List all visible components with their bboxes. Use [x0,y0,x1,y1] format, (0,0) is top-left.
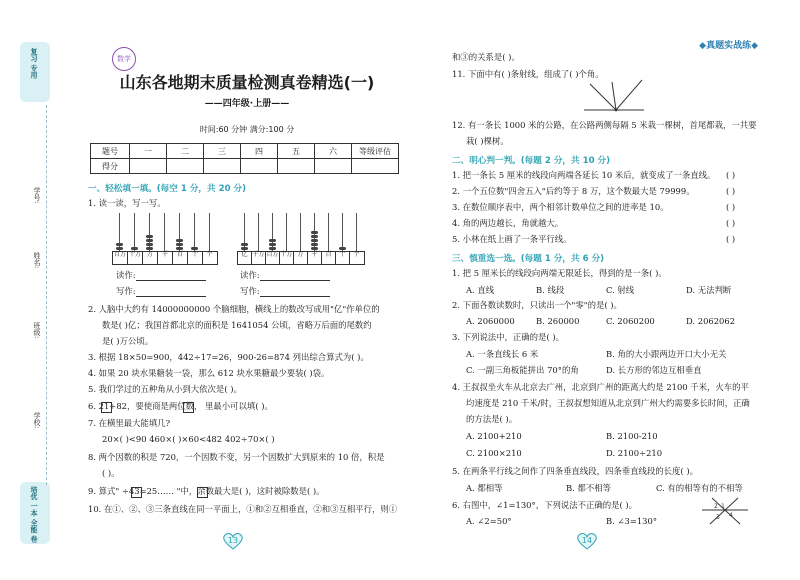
choice-question-4-line2: 均速度是 210 千米/时，王叔叔想知道从北京到广州大约需要多长时间，正确 [466,398,750,408]
question-2-line1: 2. 人脑中大约有 14000000000 个脑细胞，横线上的数改写成用"亿"作单位的 [88,304,380,314]
fill-box[interactable] [101,402,112,413]
read-label-2: 读作: [240,270,330,281]
page-subtitle: ——四年级·上册—— [204,99,290,109]
score-table-score-row [91,159,399,174]
choice-option[interactable]: C. 2060200 [606,316,655,326]
page-title: 山东各地期末质量检测真卷精选(一) [119,73,375,92]
choice-option[interactable]: B. 260000 [536,316,580,326]
side-field-school: 学校: [33,412,41,429]
table-header: 四 [241,144,278,159]
abacus-label: 个 [353,251,360,258]
binding-line [46,105,47,485]
section-2-heading: 二、明心判一判。(每题 2 分，共 10 分) [452,156,611,166]
choice-question-4-line1: 4. 王叔叔坐火车从北京去广州，北京到广州的距离大约是 2100 千米，火车的平 [452,382,749,392]
question-6: 6. 21÷82，要使商是两位数， 里最小可以填( )。 [88,401,273,411]
svg-text:3: 3 [716,514,720,521]
header-badge: ◆真题实战练◆ [699,38,758,51]
side-band-top [20,42,50,102]
abacus-1 [112,213,222,263]
score-cell[interactable] [130,159,167,174]
abacus-label: 百 [322,252,336,264]
question-5: 5. 我们学过的五种角从小到大依次是( )。 [88,384,242,394]
choice-option[interactable]: D. 2062062 [686,316,736,326]
subject-badge: 数学 [112,47,136,71]
abacus-label: 亿 [238,252,252,264]
section-1-heading: 一、轻松填一填。(每空 1 分，共 20 分) [88,184,247,194]
question-10: 10. 在①、②、③三条直线在同一平面上，①和②互相垂直，②和③互相平行，则① [88,504,398,514]
abacus-label: 千 [158,252,173,264]
side-bottom-text: 培优 一本 全能 卷 [30,486,38,543]
question-8-line2: ( )。 [102,468,120,478]
choice-option[interactable]: A. 2060000 [466,316,515,326]
question-7: 7. 在横里最大能填几? [88,418,171,428]
judge-answer-3[interactable]: ( ) [726,202,736,212]
question-4: 4. 如果 20 块水果糖装一袋，那么 612 块水果糖最少要装( )袋。 [88,368,330,378]
choice-option[interactable]: D. 长方形的邻边互相垂直 [606,365,702,375]
table-header: 六 [315,144,352,159]
choice-option[interactable]: C. 射线 [606,285,635,295]
choice-question-1: 1. 把 5 厘米长的线段向两端无限延长，得到的是一条( )。 [452,268,667,278]
page-number-left: 13 [222,532,244,550]
choice-option[interactable]: D. 无法判断 [686,285,732,295]
choice-question-5: 5. 在两条平行线之间作了四条垂直线段，四条垂直线段的长度( )。 [452,466,698,476]
angle-figure [700,496,750,526]
fill-box[interactable] [197,487,208,498]
question-2-line3: 是( )万公顷。 [102,336,154,346]
side-top-text: 复习 专用 [30,48,38,79]
abacus-label: 万 [143,252,158,264]
section-3-heading: 三、慎重选一选。(每题 1 分，共 6 分) [452,254,605,264]
judge-item-4: 4. 角的两边越长，角就越大。 [452,218,564,228]
time-info: 时间:60 分钟 满分:100 分 [199,125,295,134]
abacus-label: 百万 [113,252,128,264]
choice-option[interactable]: B. ∠3=130° [606,516,658,526]
abacus-label: 个 [206,251,213,258]
svg-text:1: 1 [721,503,725,510]
table-header: 三 [204,144,241,159]
fill-box[interactable] [183,402,194,413]
choice-option[interactable]: B. 线段 [536,285,565,295]
score-table [90,143,399,174]
svg-text:2: 2 [714,503,718,510]
page-number-right: 14 [576,532,598,550]
choice-option[interactable]: C. 有的相等有的不相等 [656,483,743,493]
question-12-line2: 栽( )棵树。 [466,136,509,146]
question-1: 1. 读一读，写一写。 [88,198,166,208]
abacus-label: 十 [336,252,350,264]
judge-answer-5[interactable]: ( ) [726,234,736,244]
judge-item-5: 5. 小林在纸上画了一条平行线。 [452,234,572,244]
fill-box[interactable] [131,487,142,498]
score-cell[interactable] [352,159,399,174]
score-cell[interactable] [241,159,278,174]
side-field-class: 班级: [33,322,41,339]
choice-option[interactable]: A. 都相等 [466,483,503,493]
choice-question-4-line3: 的方法是( )。 [466,414,518,424]
question-8-line1: 8. 两个因数的积是 720，一个因数不变，另一个因数扩大到原来的 10 倍，积是 [88,452,385,462]
question-3: 3. 根据 18×50=900，442÷17=26，900-26=874 列出综合算式为( )。 [88,352,369,362]
choice-option[interactable]: A. 2100+210 [466,431,522,441]
svg-text:4: 4 [729,512,733,519]
side-field-name: 姓名: [33,252,41,269]
answer-blank[interactable] [260,271,330,281]
table-header: 等级评估 [352,144,399,159]
choice-option[interactable]: B. 2100-210 [606,431,658,441]
choice-option[interactable]: A. 一条直线长 6 米 [466,349,539,359]
rays-figure [576,76,646,116]
score-cell[interactable] [315,159,352,174]
question-9: 9. 算式" ÷43=25…… "中，余数最大是( )，这时被除数是( )。 [88,486,325,496]
judge-item-1: 1. 把一条长 5 厘米的线段向两端各延长 10 米后，就变成了一条直线。 [452,170,716,180]
abacus-label: 万 [294,252,308,264]
table-header: 一 [130,144,167,159]
choice-option[interactable]: A. ∠2=50° [466,516,512,526]
choice-option[interactable]: D. 2100÷210 [606,448,663,458]
choice-option[interactable]: B. 都不相等 [566,483,611,493]
abacus-2 [237,213,367,263]
abacus-label: 十万 [280,252,294,264]
table-header: 二 [167,144,204,159]
side-band-bottom [20,482,50,544]
score-cell[interactable] [167,159,204,174]
abacus-label: 千万 [252,252,266,264]
abacus-label: 百万 [266,252,280,264]
abacus-label: 十万 [128,252,143,264]
choice-question-6: 6. 右图中，∠1=130°，下列说法不正确的是( )。 [452,500,638,510]
question-12-line1: 12. 有一条长 1000 米的公路，在公路两侧每隔 5 米栽一棵树，首尾都栽，一共要 [452,120,757,130]
judge-item-3: 3. 在数位顺序表中，两个相邻计数单位之间的进率是 10。 [452,202,669,212]
judge-answer-4[interactable]: ( ) [726,218,736,228]
judge-answer-2[interactable]: ( ) [726,186,736,196]
table-header: 五 [278,144,315,159]
choice-question-2: 2. 下面各数读数时，只读出一个"零"的是( )。 [452,300,622,310]
write-label-2: 写作: [240,286,330,297]
score-cell[interactable] [278,159,315,174]
choice-option[interactable]: C. 一副三角板能拼出 70°的角 [466,365,579,375]
question-7-items: 20×( )<90 460×( )×60<482 402÷70×( ) [102,434,275,444]
read-label-1: 读作: [116,270,206,281]
abacus-label: 千 [308,252,322,264]
side-field-student-id: 学号: [33,187,41,204]
answer-blank[interactable] [136,287,206,297]
question-2-line2: 数是( )亿；我国首都北京的面积是 1641054 公顷，省略万后面的尾数约 [102,320,372,330]
score-table-header-row [91,144,399,159]
write-label-1: 写作: [116,286,206,297]
choice-question-3: 3. 下列说法中，正确的是( )。 [452,332,564,342]
abacus-label: 百 [173,252,188,264]
answer-blank[interactable] [260,287,330,297]
table-row-label: 得分 [91,159,130,174]
question-10-continued: 和③的关系是( )。 [452,52,520,62]
abacus-label: 十 [188,252,203,264]
judge-answer-1[interactable]: ( ) [726,170,736,180]
answer-blank[interactable] [136,271,206,281]
judge-item-2: 2. 一个五位数"四舍五入"后约等于 8 万，这个数最大是 79999。 [452,186,695,196]
choice-option[interactable]: B. 角的大小跟两边开口大小无关 [606,349,727,359]
table-header: 题号 [91,144,130,159]
choice-option[interactable]: A. 直线 [466,285,495,295]
question-11: 11. 下面中有( )条射线，组成了( )个角。 [452,69,604,79]
right-page [400,0,800,580]
choice-option[interactable]: C. 2100×210 [466,448,522,458]
score-cell[interactable] [204,159,241,174]
